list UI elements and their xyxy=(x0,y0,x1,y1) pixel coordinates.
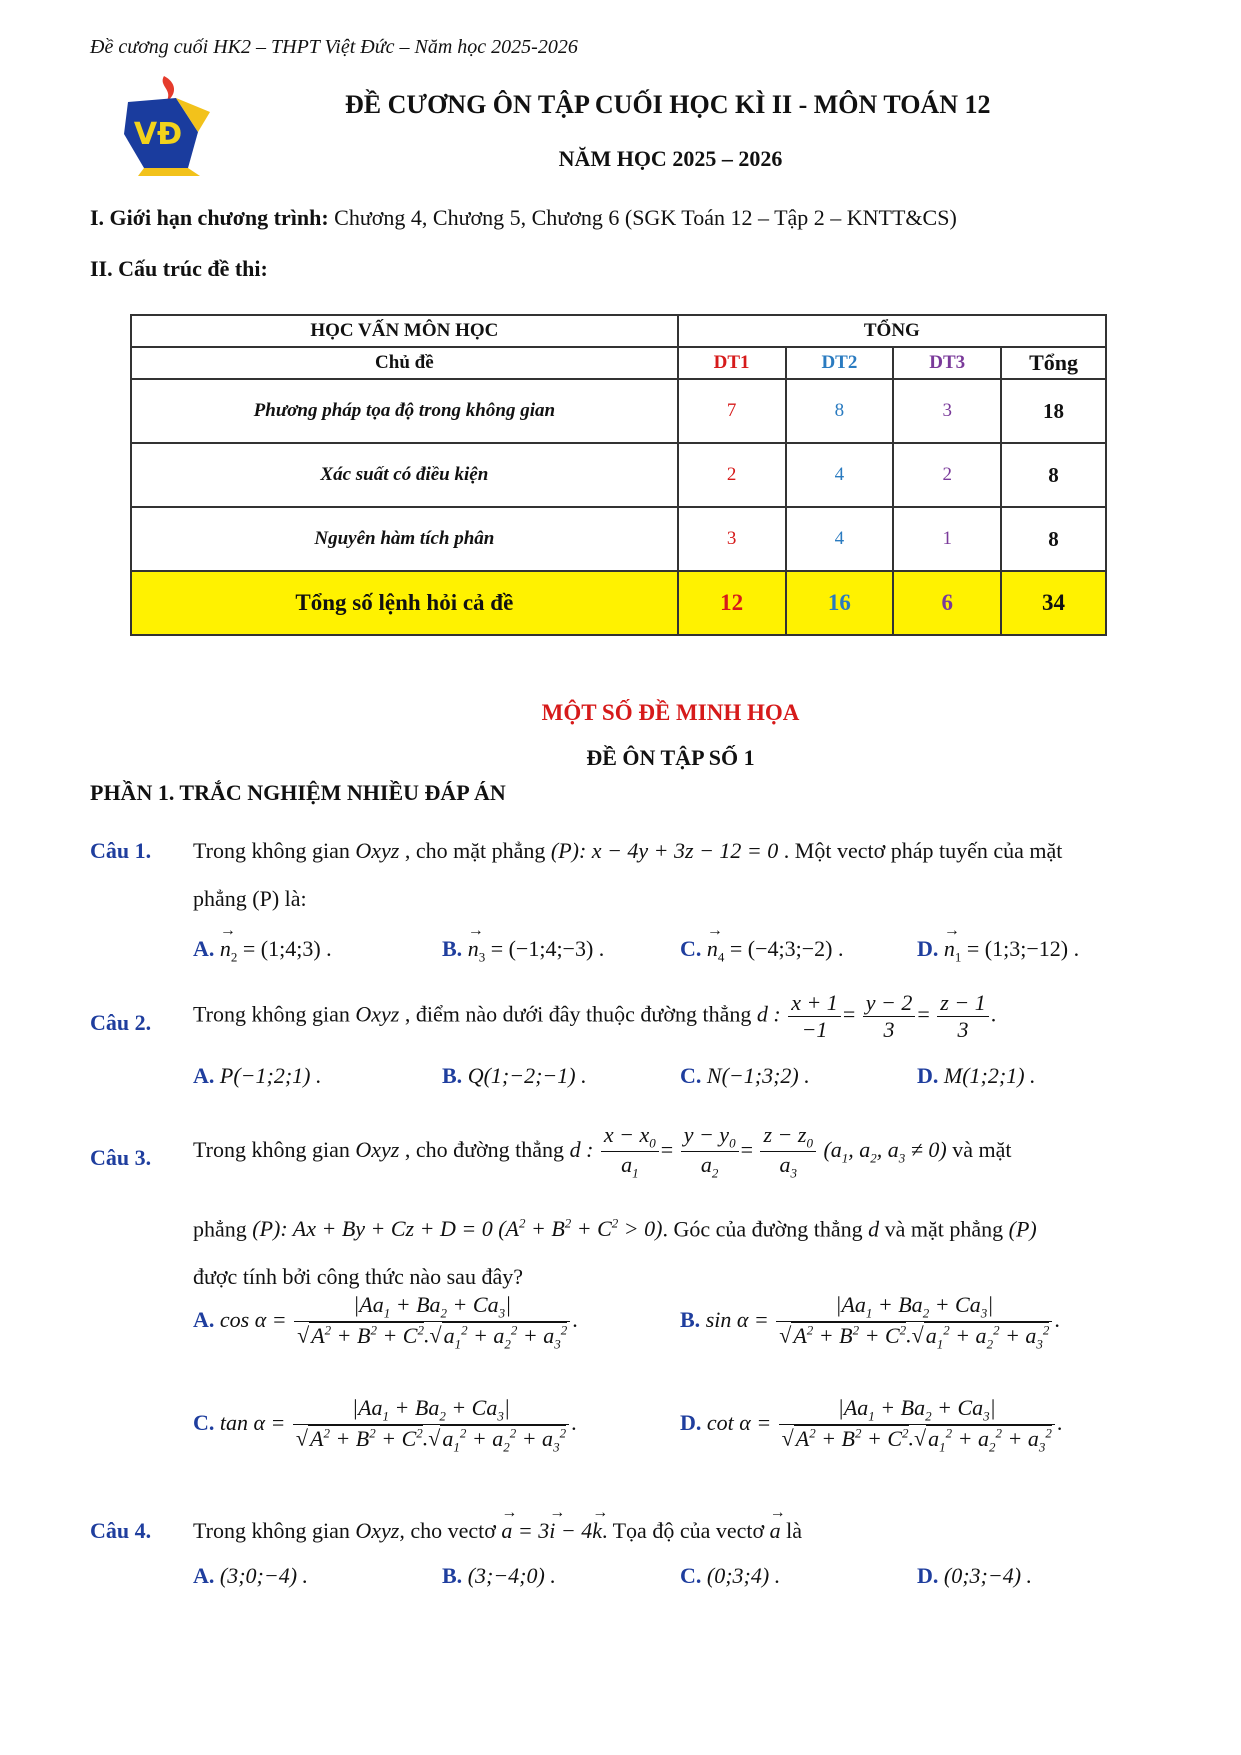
total-dt3: 6 xyxy=(893,571,1001,635)
q1-option-a[interactable]: A. → $n_2$ = (1;4;3) . xyxy=(193,936,332,965)
table-row xyxy=(131,379,1106,443)
row-topic: Xác suất có điều kiện xyxy=(131,443,678,507)
col-dt3: DT3 xyxy=(893,347,1001,379)
q4-option-b[interactable]: B. (3;−4;0) . xyxy=(442,1563,556,1588)
q3-option-a[interactable]: A. cos α = $\frac{|Aa_1 + Ba_2 + Ca_3|}{√A^2 + B^2 + C^2.√a_1^2 + a_2^2 + a_3^2}$ . xyxy=(193,1292,578,1352)
question-1-text-line2: phẳng (P) là: xyxy=(193,886,307,911)
question-3-label: Câu 3. xyxy=(90,1145,152,1170)
row-topic: Nguyên hàm tích phân xyxy=(131,507,678,571)
question-1-text: Trong không gian Oxyz , cho mặt phẳng (P): x − 4y + 3z − 12 = 0 . Một vectơ pháp tuyến của mặt xyxy=(193,838,1063,863)
question-3-text-line2: phẳng (P): Ax + By + Cz + D = 0 $(A^2 + B^2 + C^2 > 0)$. Góc của đường thẳng d và mặt phẳng (P) xyxy=(193,1216,1037,1242)
cell-dt3: 1 xyxy=(893,507,1001,571)
cell-dt3: 3 xyxy=(893,379,1001,443)
q4-option-d[interactable]: D. (0;3;−4) . xyxy=(917,1563,1033,1588)
exam-structure-table xyxy=(130,314,1107,636)
section-scope-text: Chương 4, Chương 5, Chương 6 (SGK Toán 12 – Tập 2 – KNTT&CS) xyxy=(328,205,957,230)
running-header: Đề cương cuối HK2 – THPT Việt Đức – Năm học 2025-2026 xyxy=(90,36,578,58)
question-1-label: Câu 1. xyxy=(90,838,152,863)
cell-dt2: 4 xyxy=(786,507,894,571)
question-4-label: Câu 4. xyxy=(90,1518,152,1543)
table-row xyxy=(131,507,1106,571)
cell-total: 8 xyxy=(1001,443,1106,507)
col-dt1: DT1 xyxy=(678,347,786,379)
cell-dt1: 3 xyxy=(678,507,786,571)
row-topic: Phương pháp tọa độ trong không gian xyxy=(131,379,678,443)
school-year: NĂM HỌC 2025 – 2026 xyxy=(558,146,783,171)
total-dt2: 16 xyxy=(786,571,894,635)
q2-option-a[interactable]: A. P(−1;2;1) . xyxy=(193,1063,322,1088)
q1-option-b[interactable]: B. → $n_3$ = (−1;4;−3) . xyxy=(442,936,604,965)
sample-heading: MỘT SỐ ĐỀ MINH HỌA xyxy=(541,700,800,725)
section-scope xyxy=(90,205,957,231)
q4-option-a[interactable]: A. (3;0;−4) . xyxy=(193,1563,309,1588)
q3-option-c[interactable]: C. tan α = $\frac{|Aa_1 + Ba_2 + Ca_3|}{√A^2 + B^2 + C^2.√a_1^2 + a_2^2 + a_3^2}$ . xyxy=(193,1395,577,1455)
svg-text:VĐ: VĐ xyxy=(133,117,183,152)
cell-dt2: 4 xyxy=(786,443,894,507)
q3-option-d[interactable]: D. cot α = $\frac{|Aa_1 + Ba_2 + Ca_3|}{√A^2 + B^2 + C^2.√a_1^2 + a_2^2 + a_3^2}$ . xyxy=(680,1395,1063,1455)
section-scope-label: I. Giới hạn chương trình: xyxy=(90,205,329,230)
cell-dt1: 2 xyxy=(678,443,786,507)
table-header-row xyxy=(131,315,1106,347)
part-heading: PHẦN 1. TRẮC NGHIỆM NHIỀU ĐÁP ÁN xyxy=(90,780,506,805)
cell-dt3: 2 xyxy=(893,443,1001,507)
section-structure-label: II. Cấu trúc đề thi: xyxy=(90,256,268,281)
col-total: Tổng xyxy=(1001,347,1106,379)
total-dt1: 12 xyxy=(678,571,786,635)
document-title: ĐỀ CƯƠNG ÔN TẬP CUỐI HỌC KÌ II - MÔN TOÁN 12 xyxy=(345,90,991,119)
table-row xyxy=(131,443,1106,507)
question-3-text: Trong không gian Oxyz , cho đường thẳng d : $\frac{x - x_0}{a_1}$ = $\frac{y - y_0}{a_2}$ = $\frac{z - z_0}{a_3}$ ($a_1$, $a_2$, $a_3 \ne 0$) và mặt xyxy=(193,1122,1012,1181)
test-heading: ĐỀ ÔN TẬP SỐ 1 xyxy=(586,745,755,770)
q1-option-d[interactable]: D. → $n_1$ = (1;3;−12) . xyxy=(917,936,1079,965)
question-2-label: Câu 2. xyxy=(90,1010,152,1035)
header-left: HỌC VẤN MÔN HỌC xyxy=(131,315,678,347)
total-label: Tổng số lệnh hỏi cả đề xyxy=(131,571,678,635)
cell-dt1: 7 xyxy=(678,379,786,443)
cell-dt2: 8 xyxy=(786,379,894,443)
table-total-row xyxy=(131,571,1106,635)
q3-option-b[interactable]: B. sin α = $\frac{|Aa_1 + Ba_2 + Ca_3|}{√A^2 + B^2 + C^2.√a_1^2 + a_2^2 + a_3^2}$ . xyxy=(680,1292,1060,1352)
q2-option-d[interactable]: D. M(1;2;1) . xyxy=(917,1063,1036,1088)
total-sum: 34 xyxy=(1001,571,1106,635)
cell-total: 18 xyxy=(1001,379,1106,443)
question-2-text: Trong không gian Oxyz , điểm nào dưới đây thuộc đường thẳng d : $\frac{x + 1}{-1}$ = $\frac{y - 2}{3}$ = $\frac{z - 1}{3}$ . xyxy=(193,990,997,1042)
q2-option-c[interactable]: C. N(−1;3;2) . xyxy=(680,1063,810,1088)
question-3-text-line3: được tính bởi công thức nào sau đây? xyxy=(193,1264,523,1289)
header-right: TỔNG xyxy=(678,315,1106,347)
col-dt2: DT2 xyxy=(786,347,894,379)
q1-option-c[interactable]: C. → $n_4$ = (−4;3;−2) . xyxy=(680,936,844,965)
q4-option-c[interactable]: C. (0;3;4) . xyxy=(680,1563,781,1588)
cell-total: 8 xyxy=(1001,507,1106,571)
table-subheader-row xyxy=(131,347,1106,379)
question-4-text: Trong không gian Oxyz, cho vectơ → a = 3→ i − 4→ k. Tọa độ của vectơ → a là xyxy=(193,1518,802,1544)
col-topic: Chủ đề xyxy=(131,347,678,379)
q2-option-b[interactable]: B. Q(1;−2;−1) . xyxy=(442,1063,587,1088)
